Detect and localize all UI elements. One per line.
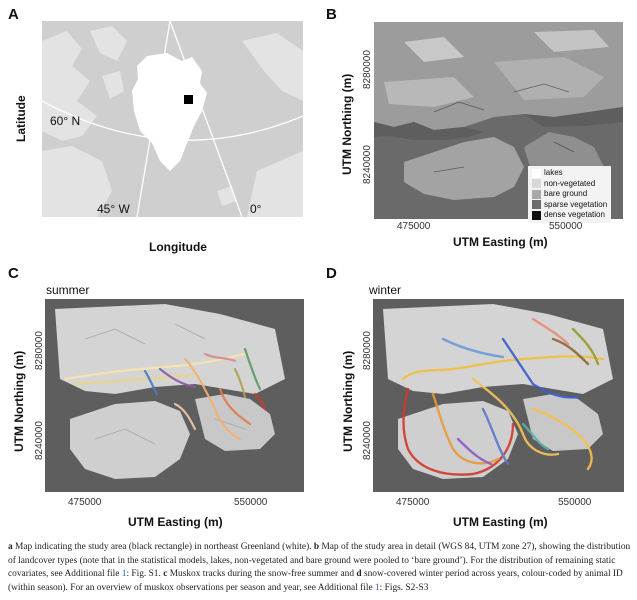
panel-a-letter: A <box>8 6 19 23</box>
caption-text-5: snow-covered winter period across years, colour-coded by animal ID (within season). For an overview of muskox observations per season and year, see Additional file <box>8 569 623 593</box>
panel-c-letter: C <box>8 265 19 282</box>
panel-c-xtick-1: 475000 <box>68 497 102 508</box>
legend-item-sparse-vegetation: sparse vegetation <box>532 200 607 211</box>
caption-text-6: : Figs. S2-S3 <box>379 582 429 593</box>
panel-c-ylabel: UTM Northing (m) <box>12 350 26 452</box>
panel-c-xtick-2: 550000 <box>234 497 268 508</box>
panel-d-letter: D <box>326 265 337 282</box>
caption-text-2: Map of the study area in detail (WGS 84, UTM zone 27), showing the distribution of landcover types (note that in the statistical models, lakes, non-vegetated and bare ground were pooled to ‘bare ground’). For the distribution of remaining static covariates, see Additional file <box>8 542 631 580</box>
caption-label-c: c <box>163 569 168 580</box>
panel-d-ylabel: UTM Northing (m) <box>341 350 355 452</box>
caption-label-d: d <box>356 569 362 580</box>
panel-b-xlabel: UTM Easting (m) <box>453 235 548 249</box>
panel-c-ytick-2: 8240000 <box>34 421 45 460</box>
caption-text-4: Muskox tracks during the snow-free summer and <box>167 569 357 580</box>
legend-item-dense-vegetation: dense vegetation <box>532 210 607 221</box>
panel-d-ytick-1: 8280000 <box>362 331 373 370</box>
panel-a-xlabel: Longitude <box>149 240 207 254</box>
legend-item-non-vegetated: non-vegetated <box>532 179 607 190</box>
lon-0-label: 0° <box>250 202 262 216</box>
landcover-legend <box>528 166 611 223</box>
study-area-rectangle <box>184 95 193 104</box>
panel-b-ytick-2: 8240000 <box>362 145 373 184</box>
panel-c-xlabel: UTM Easting (m) <box>128 515 223 529</box>
figure-caption <box>8 541 632 595</box>
lon-45w-label: 45° W <box>97 202 130 216</box>
panel-d-title: winter <box>369 283 402 297</box>
caption-label-a: a <box>8 542 13 552</box>
additional-file-link-2[interactable]: 1 <box>374 582 380 593</box>
panel-d-xlabel: UTM Easting (m) <box>453 515 548 529</box>
caption-label-b: b <box>313 542 320 552</box>
legend-item-lakes: lakes <box>532 168 607 179</box>
lat-60n-label: 60° N <box>50 114 81 128</box>
panel-d-xtick-2: 550000 <box>558 497 592 508</box>
panel-d-xtick-1: 475000 <box>396 497 430 508</box>
panel-c-title: summer <box>46 283 90 297</box>
legend-item-bare-ground: bare ground <box>532 189 607 200</box>
panel-c-ytick-1: 8280000 <box>34 331 45 370</box>
panel-b-xtick-1: 475000 <box>397 221 431 232</box>
panel-b-ytick-1: 8280000 <box>362 50 373 89</box>
panel-b-ylabel: UTM Northing (m) <box>340 73 354 175</box>
winter-tracks-map <box>373 299 624 492</box>
caption-text-3: : Fig. S1. <box>126 569 164 580</box>
overview-map <box>42 21 303 217</box>
caption-text-1: Map indicating the study area (black rectangle) in northeast Greenland (white). <box>12 542 314 552</box>
panel-b-xtick-2: 550000 <box>549 221 583 232</box>
panel-a-ylabel: Latitude <box>14 95 28 142</box>
additional-file-link-1[interactable]: 1 <box>121 569 127 580</box>
summer-tracks-map <box>45 299 304 492</box>
panel-d-ytick-2: 8240000 <box>362 421 373 460</box>
panel-b-letter: B <box>326 6 337 23</box>
